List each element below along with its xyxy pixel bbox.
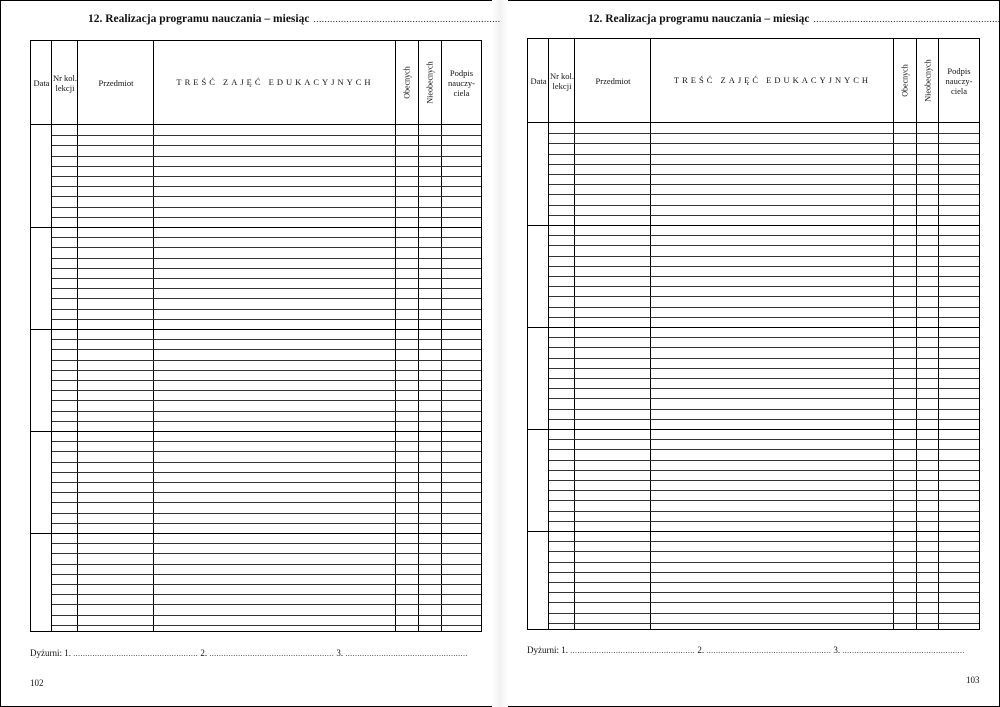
writing-line — [52, 217, 481, 218]
writing-line — [52, 615, 481, 616]
title-text: 12. Realizacja programu nauczania – miesiąc — [588, 13, 810, 25]
duty-label-2: 2. — [697, 645, 705, 655]
day-separator — [528, 429, 979, 430]
month-field[interactable]: .................................................................... — [313, 14, 501, 24]
writing-line — [549, 490, 979, 491]
writing-line — [549, 470, 979, 471]
writing-line — [52, 176, 481, 177]
writing-line — [52, 411, 481, 412]
writing-line — [52, 584, 481, 585]
writing-line — [52, 237, 481, 238]
writing-line — [549, 347, 979, 348]
writing-line — [549, 307, 979, 308]
writing-line — [549, 480, 979, 481]
header-date: Data — [530, 75, 547, 86]
writing-line — [549, 500, 979, 501]
header-content: TREŚĆ ZAJĘĆ EDUKACYJNYCH — [673, 75, 872, 85]
writing-line — [52, 472, 481, 473]
writing-line — [52, 319, 481, 320]
writing-line — [52, 278, 481, 279]
lesson-table — [527, 38, 980, 630]
writing-line — [52, 380, 481, 381]
writing-line — [549, 613, 979, 614]
writing-line — [52, 523, 481, 524]
duty-label-2: 2. — [200, 648, 208, 658]
writing-line — [549, 337, 979, 338]
writing-line — [52, 339, 481, 340]
writing-line — [52, 186, 481, 187]
writing-line — [549, 378, 979, 379]
day-separator — [528, 327, 979, 328]
writing-line — [549, 409, 979, 410]
writing-line — [52, 441, 481, 442]
title-text: 12. Realizacja programu nauczania – miesiąc — [88, 13, 310, 25]
writing-line — [549, 174, 979, 175]
header-subject: Przedmiot — [595, 75, 631, 86]
writing-line — [549, 154, 979, 155]
writing-line — [52, 574, 481, 575]
writing-line — [549, 460, 979, 461]
duty-label-3: 3. — [336, 648, 344, 658]
day-separator — [31, 227, 481, 228]
writing-line — [52, 462, 481, 463]
writing-line — [549, 286, 979, 287]
writing-line — [549, 541, 979, 542]
writing-line — [549, 511, 979, 512]
writing-line — [549, 296, 979, 297]
duty-field-1[interactable]: .................................................... — [73, 649, 199, 658]
writing-line — [52, 553, 481, 554]
writing-line — [549, 133, 979, 134]
writing-line — [549, 276, 979, 277]
writing-line — [52, 298, 481, 299]
writing-line — [549, 368, 979, 369]
writing-line — [52, 543, 481, 544]
month-field[interactable]: .................................................................... — [813, 14, 1000, 24]
writing-line — [549, 215, 979, 216]
writing-line — [52, 390, 481, 391]
lesson-table — [30, 40, 482, 632]
header-teacher-signature: Podpis nauczy-ciela — [945, 65, 973, 96]
header-lesson-number: Nr kol. lekcji — [549, 70, 575, 91]
writing-line — [52, 309, 481, 310]
day-separator — [528, 225, 979, 226]
writing-line — [52, 492, 481, 493]
day-separator — [528, 531, 979, 532]
writing-line — [52, 135, 481, 136]
duty-field-3[interactable]: ................................................... — [345, 649, 468, 658]
writing-line — [52, 502, 481, 503]
writing-line — [549, 205, 979, 206]
writing-line — [549, 449, 979, 450]
writing-line — [549, 143, 979, 144]
writing-line — [549, 398, 979, 399]
duty-field-2[interactable]: .................................................... — [706, 646, 832, 655]
writing-line — [549, 245, 979, 246]
header-date: Data — [33, 77, 50, 88]
duty-label: Dyżurni: 1. — [30, 648, 71, 658]
page-number: 102 — [30, 678, 44, 688]
writing-line — [549, 256, 979, 257]
writing-line — [52, 166, 481, 167]
day-separator — [31, 533, 481, 534]
writing-line — [52, 625, 481, 626]
header-teacher-signature: Podpis nauczy-ciela — [448, 67, 475, 98]
header-subject: Przedmiot — [98, 77, 134, 88]
duty-label: Dyżurni: 1. — [527, 645, 568, 655]
writing-line — [52, 349, 481, 350]
writing-line — [549, 521, 979, 522]
writing-line — [549, 266, 979, 267]
duty-field-3[interactable]: ................................................... — [842, 646, 965, 655]
duty-line — [527, 645, 965, 655]
header-absent: Nieobecnych — [923, 59, 933, 102]
header-absent: Nieobecnych — [426, 61, 436, 104]
writing-line — [549, 582, 979, 583]
header-present: Obecnych — [403, 66, 412, 99]
writing-line — [52, 258, 481, 259]
table-header — [528, 39, 979, 123]
writing-line — [52, 207, 481, 208]
writing-line — [52, 247, 481, 248]
writing-line — [549, 592, 979, 593]
writing-line — [52, 156, 481, 157]
writing-line — [549, 562, 979, 563]
writing-line — [549, 572, 979, 573]
header-present: Obecnych — [901, 64, 910, 97]
writing-line — [52, 594, 481, 595]
writing-line — [52, 370, 481, 371]
table-header — [31, 41, 481, 125]
writing-line — [52, 421, 481, 422]
writing-line — [549, 419, 979, 420]
duty-field-1[interactable]: .................................................... — [570, 646, 696, 655]
writing-line — [52, 513, 481, 514]
writing-line — [549, 164, 979, 165]
page-title — [88, 13, 500, 25]
writing-line — [52, 482, 481, 483]
writing-line — [549, 388, 979, 389]
writing-line — [549, 439, 979, 440]
duty-label-3: 3. — [833, 645, 841, 655]
day-separator — [31, 329, 481, 330]
writing-line — [52, 268, 481, 269]
writing-line — [549, 194, 979, 195]
writing-line — [52, 196, 481, 197]
writing-line — [52, 145, 481, 146]
duty-field-2[interactable]: .................................................... — [209, 649, 335, 658]
day-separator — [31, 431, 481, 432]
right-page — [500, 0, 1000, 707]
header-lesson-number: Nr kol. lekcji — [52, 72, 78, 93]
duty-line — [30, 648, 468, 658]
writing-line — [549, 623, 979, 624]
writing-line — [52, 288, 481, 289]
writing-line — [549, 235, 979, 236]
writing-line — [549, 602, 979, 603]
writing-line — [52, 451, 481, 452]
writing-line — [52, 360, 481, 361]
page-number: 103 — [966, 675, 980, 685]
writing-line — [549, 551, 979, 552]
header-content: TREŚĆ ZAJĘĆ EDUKACYJNYCH — [176, 77, 374, 87]
writing-line — [549, 358, 979, 359]
writing-line — [549, 317, 979, 318]
writing-line — [549, 184, 979, 185]
writing-line — [52, 604, 481, 605]
writing-line — [52, 564, 481, 565]
page-title — [588, 13, 1000, 25]
writing-line — [52, 400, 481, 401]
